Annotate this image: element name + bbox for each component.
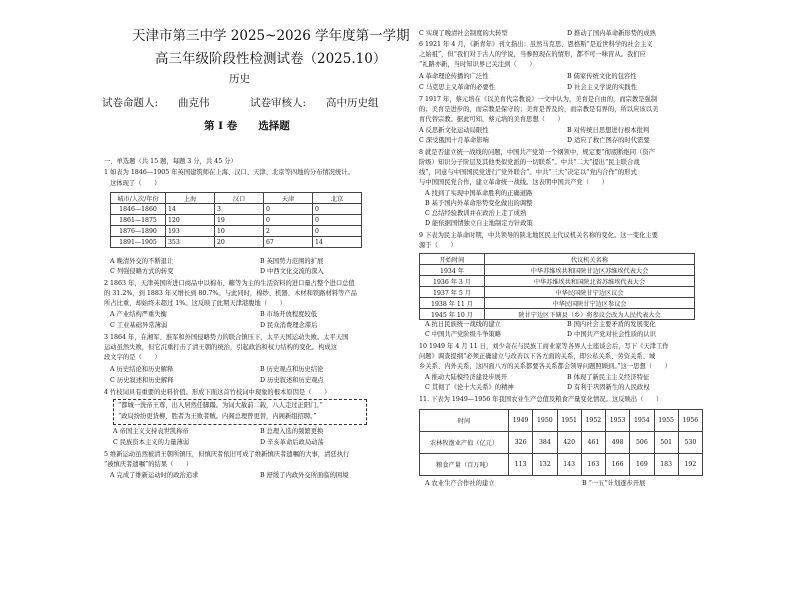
table-cell: 166: [606, 454, 630, 476]
q3-option-c: C 历史叙述和历史解释: [110, 377, 174, 384]
table-cell: 120: [166, 215, 215, 226]
q1-option-c: C 列强侵略方式的转变: [110, 268, 174, 275]
q11-option-a: A 农业生产合作社的建立: [425, 480, 495, 487]
q7-line2: 的；美育是进步的，而宗教是保守的；美育是普及的，而宗教是有界的，所以应该以美: [419, 106, 659, 113]
table-cell: 530: [678, 432, 702, 454]
q7-option-d: D 适应了救亡图存的时代需要: [567, 137, 650, 144]
table-cell: 192: [678, 454, 702, 476]
q3-line1: 3 1864 年，在湘军、淮军和外国侵略势力的联合镇压下，太平天国运动失败。太平天国: [104, 334, 349, 341]
reviewer-name: 高中历史组: [326, 97, 379, 109]
table-header-cell: 1949: [509, 410, 533, 432]
table-row: [420, 432, 703, 454]
table-header-cell: 1953: [606, 410, 630, 432]
q3-line2: 运动虽然失败，但它沉重打击了清王朝的统治，引起政治和权力结构的变化。构成这: [104, 344, 337, 351]
table-cell: 1891—1905: [111, 237, 166, 248]
q11-option-b: B “一五”计划逐步开展: [582, 480, 646, 487]
table-header-cell: 天津: [264, 193, 313, 204]
table-cell: 0: [313, 226, 362, 237]
table-header-cell: 1951: [557, 410, 581, 432]
table-cell: 420: [557, 432, 581, 454]
table-header-cell: 1954: [630, 410, 654, 432]
q9-line1: 9 下表为民主革命时期，中共领导的陕北地区民主代议机关名称的变化。这一变化主要: [419, 232, 658, 239]
table-cell: 粮食产量（百万吨）: [420, 454, 509, 476]
table-cell: 中华苏维埃共和国陕甘边区苏维埃代表大会: [485, 265, 695, 276]
q10-line2: 问题》调查提纲“必须正确建立与改善以下各方面的关系，即公私关系、劳资关系、城: [419, 353, 656, 360]
q8-line2: 阶级）知识分子阶层及其他类似党派的一切联系”。中共“二大”提出“民主联合战: [419, 159, 640, 166]
table-header-cell: 汉口: [215, 193, 264, 204]
q7-line1: 7 1917 年，蔡元培在《以美育代宗教说》一文中认为，美育是自由的，而宗教是强制: [419, 96, 658, 103]
author-name: 曲克伟: [178, 97, 210, 109]
q9-option-a: A 抗日民族统一战线的建立: [425, 321, 501, 328]
table-cell: 农林牧渔业产值（亿元）: [420, 432, 509, 454]
q6-option-d: D 社会主义学说的实践性: [567, 84, 638, 91]
q10-option-c: C 贯彻了《论十大关系》的精神: [425, 384, 514, 391]
q11-stem: 11. 下表为 1949—1956 年我国农业生产总值及粮食产量变化情况。这反映出（ ）: [419, 396, 663, 403]
q4-poem-line1: “都城一洗帝王尊，出入居然任脚蹋。为词大赦前二载，八人走过正阳门。”: [118, 402, 323, 409]
table-cell: 0: [313, 215, 362, 226]
q9-table: [419, 253, 695, 320]
q9-option-c: C 中国共产党阶级斗争策略: [425, 331, 502, 338]
q2-option-b: B 市场开放程度较低: [260, 311, 318, 318]
table-cell: 384: [533, 432, 557, 454]
table-cell: 67: [264, 237, 313, 248]
table-row: [420, 309, 695, 320]
q7-option-a: A 反思新文化运动局限性: [419, 127, 489, 134]
table-row: [111, 215, 362, 226]
q5-option-a: A 完成了维新运动时的政治追求: [110, 472, 199, 479]
q8-option-d: D 能依据国情独立自主地制定方针政策: [425, 220, 533, 227]
q1-option-d: D 中西文化交流的深入: [260, 268, 324, 275]
table-cell: 14: [166, 204, 215, 215]
table-cell: 0: [264, 204, 313, 215]
q10-line1: 10 1949 年 4 月 11 日，刘少奇在与民族工商业家等各界人士座谈会后，写下《天津工作: [419, 343, 669, 350]
table-header-row: [420, 254, 695, 265]
table-cell: 498: [606, 432, 630, 454]
q4-option-b: B 总理入选的频繁更换: [260, 428, 324, 435]
q2-option-c: C 工业基础异常薄弱: [110, 322, 168, 329]
table-header-cell: 代议机关名称: [485, 254, 695, 265]
section-heading: 一、单选题（共 15 题，每题 3 分，共 45 分）: [104, 158, 237, 165]
table-header-cell: 上海: [166, 193, 215, 204]
q9-option-b: B 国内社会主要矛盾的发展变化: [567, 321, 656, 328]
q4-option-d: D 辛亥革命后政局动荡: [260, 439, 324, 446]
table-cell: 132: [533, 454, 557, 476]
q4-stem: 4 竹枝词具有重要的史料价值。形成下面这首竹枝词中现象的根本原因是（ ）: [104, 389, 331, 396]
table-cell: 163: [581, 454, 605, 476]
author-label: 试卷命题人:: [102, 97, 159, 109]
q5-option-d: D 推动了国内革命新形势的成熟: [567, 30, 656, 37]
q11-table: [419, 409, 703, 476]
q4-option-c: C 民族资本主义的力量薄弱: [113, 439, 190, 446]
table-row: [420, 265, 695, 276]
q1-option-a: A 晚清外交的不断退让: [110, 258, 174, 265]
table-cell: 1876—1890: [111, 226, 166, 237]
table-header-cell: 1955: [654, 410, 678, 432]
table-cell: 1936 年 3 月: [420, 276, 485, 287]
table-row: [420, 287, 695, 298]
table-header-cell: 1952: [581, 410, 605, 432]
q7-line3: 育代替宗教。据此可知，蔡元培的美育思想（ ）: [419, 116, 564, 123]
exam-title-line2: 高三年级阶段性检测试卷（2025.10）: [155, 51, 387, 67]
volume-title: 第 I 卷 选择题: [204, 120, 290, 132]
table-cell: 中华民国陕甘宁边区参议会: [485, 298, 695, 309]
q1-stem: 1 如表为 1846—1905 年英国建筑师在上海、汉口、天津、北京等四地的分布情况统计。: [104, 169, 354, 176]
table-cell: 113: [509, 454, 533, 476]
table-cell: 19: [215, 215, 264, 226]
table-cell: 326: [509, 432, 533, 454]
q6-option-b: B 儒家传统文化的包容性: [567, 73, 637, 80]
subject-label: 历史: [229, 73, 250, 85]
q8-option-a: A 找到了实现中国革命胜利的正确道路: [425, 190, 533, 197]
table-row: [420, 454, 703, 476]
table-cell: 143: [557, 454, 581, 476]
q4-poem-line2: “政局纷纷更货柳，胜者为王败者贼。内阁总理曾更替，内阁新组招聘。”: [118, 413, 317, 420]
table-cell: 0: [264, 215, 313, 226]
q5-line1: 5 维新运动虽然被清王朝所镇压，但慎庆者依旧可成了维新慎庆者遗嘱的大事，清廷执行: [104, 451, 350, 458]
q10-line3: 乡关系、内外关系，这四面八方的关系都要各关系都会领导问题照顾到。”这一思想（ ）: [419, 363, 671, 370]
table-cell: 3: [215, 204, 264, 215]
table-header-cell: 1956: [678, 410, 702, 432]
q6-line3: “礼路亦新，当时知识界已关注到（ ）: [419, 61, 536, 68]
q2-line3: 所占比重，却始终未超过 1%。这反映了此期天津港腹地（ ）: [104, 300, 287, 307]
q6-line2: 之始祖”，但“我们对于古人的学说，当参照现在的情形，都不可一味盲从。我们应: [419, 51, 646, 58]
table-cell: 2: [264, 226, 313, 237]
q5-option-c: C 实现了晚清社会制度的大转型: [419, 30, 508, 37]
q7-option-b: B 对传统日思想进行根本批判: [567, 127, 650, 134]
q1-stem-cont: 这体现了（ ）: [110, 180, 161, 187]
q10-option-b: B 体现了新民主主义经济特征: [567, 374, 650, 381]
table-header-cell: 开始时间: [420, 254, 485, 265]
table-row: [111, 204, 362, 215]
q3-option-a: A 历史结论和历史解释: [110, 366, 174, 373]
table-cell: 1861—1875: [111, 215, 166, 226]
table-cell: 183: [654, 454, 678, 476]
q1-option-b: B 英国势力范围的扩展: [260, 258, 324, 265]
q8-line1: 8 就是否建立统一战线的问题，中国共产党第一个纲领中，规定要“彻底断绝同（资产: [419, 149, 655, 156]
q6-line1: 6 1921 年 4 月，《新青年》刊文指出：虽然马克思、恩格斯“是近世科学的社会主义: [419, 41, 653, 48]
q3-option-b: B 历史观点和历史结论: [260, 366, 324, 373]
table-row: [111, 226, 362, 237]
q2-option-d: D 民众消费理念滞后: [260, 322, 318, 329]
table-cell: 陕甘宁边区下辖县（乡）将参议会改为人民代表大会: [485, 309, 695, 320]
q10-option-a: A 推动大陆模经济建设步展开: [425, 374, 508, 381]
table-cell: 20: [215, 237, 264, 248]
table-header-cell: 城市/人次/年份: [111, 193, 166, 204]
q2-line2: 的 31.2%，到 1883 年又增长到 80.7%。与此同时，棉纱、机器、木材和铁路材料等产品: [104, 290, 357, 297]
exam-title-line1: 天津市第三中学 2025~2026 学年度第一学期: [132, 28, 410, 44]
table-cell: 10: [215, 226, 264, 237]
q7-option-c: C 深受俄国十月革命影响: [419, 137, 489, 144]
table-cell: 193: [166, 226, 215, 237]
table-cell: 1934 年: [420, 265, 485, 276]
q8-option-c: C 总结经验教训并在政治上走了成熟: [425, 210, 527, 217]
table-header-cell: 时间: [420, 410, 509, 432]
table-cell: 461: [581, 432, 605, 454]
table-row: [111, 237, 362, 248]
table-cell: 1937 年 5 月: [420, 287, 485, 298]
q9-line2: 源于（ ）: [419, 242, 457, 249]
reviewer-label: 试卷审核人:: [250, 97, 307, 109]
table-cell: 0: [313, 204, 362, 215]
table-header-cell: 1950: [533, 410, 557, 432]
q8-line3: 线”，同意与中国国民党进行“党外联合”。中共“三大”决定以“党内合作”的形式: [419, 169, 637, 176]
table-cell: 353: [166, 237, 215, 248]
q6-option-a: A 革命理论传播的广泛性: [419, 73, 489, 80]
table-row: [420, 276, 695, 287]
q2-line1: 2 1863 年，天津英国所进口商品中以棉布、糖等为主的生活资料的进口量占整个进口总值: [104, 280, 355, 287]
table-cell: 1938 年 11 月: [420, 298, 485, 309]
table-cell: 501: [654, 432, 678, 454]
table-cell: 14: [313, 237, 362, 248]
q1-table: [110, 192, 362, 248]
table-header-row: [420, 410, 703, 432]
q4-option-a: A 帝国主义支持袁世凯称帝: [113, 428, 189, 435]
table-cell: 169: [630, 454, 654, 476]
table-header-cell: 北京: [313, 193, 362, 204]
q10-option-d: D 有利于巩固新生的人民政权: [567, 384, 650, 391]
q8-option-b: B 基于国内外革命形势变化做出的调整: [425, 200, 533, 207]
q5-line2: “被慎庆者遗嘱”的结果（ ）: [104, 461, 193, 468]
q6-option-c: C 马克思主义革命的必要性: [419, 84, 496, 91]
table-cell: 中华民国陕甘宁边区议会: [485, 287, 695, 298]
table-cell: 1945 年 10 月: [420, 309, 485, 320]
q5-option-b: B 舒缓了内政外交所面临的困境: [260, 472, 349, 479]
q3-line3: 段文字的是（ ）: [104, 354, 161, 361]
table-cell: 中华苏维埃共和国陕北省苏维埃代表大会: [485, 276, 695, 287]
q8-line4: 与中国国民党合作，建立革命统一战线。这表明中国共产党（ ）: [419, 179, 608, 186]
table-cell: 1846—1860: [111, 204, 166, 215]
q2-option-a: A 产业结构严重失衡: [110, 311, 167, 318]
table-header-row: [111, 193, 362, 204]
q3-option-d: D 历史叙述和历史观点: [260, 377, 324, 384]
table-cell: 506: [630, 432, 654, 454]
table-row: [420, 298, 695, 309]
q9-option-d: D 中国共产党对社会性质的认识: [567, 331, 656, 338]
